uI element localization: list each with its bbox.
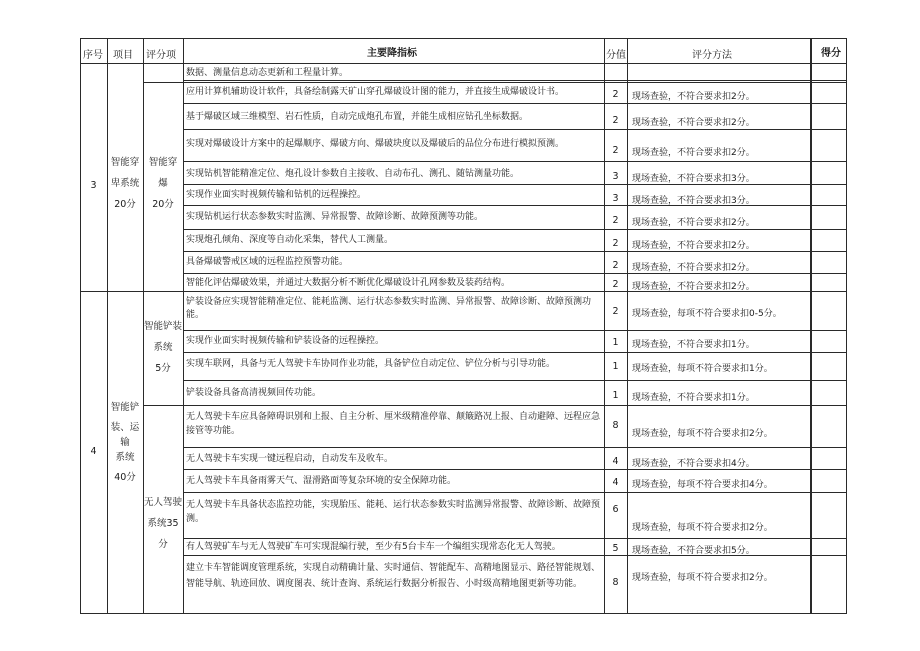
indicator-text: 无人驾驶卡车应具备障碍识别和上报、自主分析、厘米级精准停靠、颠簸路况上报、自动避障、远程应急接管等功能。: [186, 412, 601, 436]
section4-subitem-line: 系统35分: [147, 518, 179, 550]
rule: [183, 103, 846, 104]
score-value: 2: [612, 215, 619, 226]
header-item: 项目: [113, 50, 133, 61]
col-rule: [810, 38, 812, 614]
indicator-text: 应用计算机辅助设计软件，具备绘制露天矿山穿孔爆破设计图的能力，并直接生成爆破设计书。: [186, 87, 565, 97]
header-method: 评分方法: [692, 50, 732, 61]
method-text: 现场查验，不符合要求扣2分。: [632, 218, 755, 228]
indicator-text: 基于爆破区域三维模型、岩石性质，自动完成炮孔布置，并能生成相应钻孔坐标数据。: [186, 112, 529, 122]
section4-item: [107, 398, 143, 488]
rule: [183, 184, 846, 185]
col-rule: [107, 38, 108, 614]
rule-bottom: [80, 613, 846, 614]
score-value: 8: [612, 577, 619, 588]
section4-subitem-line: 5分: [155, 363, 171, 374]
section4-subitem-line: 系统: [153, 342, 173, 353]
rule: [183, 273, 846, 274]
method-text: 现场查验，不符合要求扣3分。: [632, 174, 755, 184]
header-seq: 序号: [83, 50, 103, 61]
section4-subitem-line: 智能铲装: [143, 321, 182, 332]
header-indicator: 主要降指标: [367, 48, 417, 59]
indicator-text: 具备爆破警戒区域的远程监控预警功能。: [186, 257, 349, 267]
indicator-text: 实现对爆破设计方案中的起爆顺序、爆破方向、爆破块度以及爆破后的品位分布进行模拟预测。: [186, 139, 565, 149]
score-value: 2: [612, 145, 619, 156]
indicator-text: 实现作业面实时视频传输和钻机的远程操控。: [186, 190, 367, 200]
indicator-text: 建立卡车智能调度管理系统，实现自动精确计量、实时通信、智能配车、高精地图显示、路径智能规划、智能导航、轨迹回放、调度图表、统计查询、系统运行数据分析报告、小时级高精地图更新等功能。: [186, 563, 601, 589]
rule: [183, 469, 846, 470]
indicator-text: 有人驾驶矿车与无人驾驶矿车可实现混编行驶，至少有5台卡车一个编组实现常态化无人驾驶。: [186, 542, 561, 552]
indicator-text: 实现作业面实时视频传输和铲装设备的远程操控。: [186, 336, 385, 346]
rule: [183, 251, 846, 252]
method-text: 现场查验，不符合要求扣5分。: [632, 546, 755, 556]
header-eval-item: 评分项: [146, 50, 176, 61]
indicator-text: 铲装设备具备高清视频回传功能。: [186, 388, 322, 398]
section4-subitem-driverless: [143, 492, 183, 555]
indicator-text: 实现钻机运行状态参数实时监测、异常报警、故障诊断、故障预测等功能。: [186, 212, 484, 222]
method-text: 现场查验，不符合要求扣4分。: [632, 459, 755, 469]
indicator-text: 实现炮孔倾角、深度等自动化采集，替代人工测量。: [186, 235, 394, 245]
section3-item-line: 20分: [114, 199, 136, 210]
section3-subitem: [143, 152, 183, 215]
indicator-text: 智能化评估爆破效果，并通过大数据分析不断优化爆破设计孔网参数及装药结构。: [186, 278, 511, 288]
rule-subsection-break: [143, 405, 846, 406]
section3-subitem-line: 智能穿: [148, 157, 178, 168]
section3-item-line: 智能穿: [110, 157, 140, 168]
indicator-text: 无人驾驶卡车具备雨雾天气、湿滑路面等复杂环境的安全保障功能。: [186, 476, 457, 486]
score-value: 4: [612, 477, 619, 488]
indicator-text: 无人驾驶卡车实现一键远程启动，自动发车及收车。: [186, 454, 394, 464]
method-text: 现场查验，每项不符合要求扣1分。: [632, 364, 773, 374]
rule: [183, 129, 846, 130]
score-value: 2: [612, 238, 619, 249]
rule: [183, 538, 846, 539]
score-value: 1: [612, 390, 619, 401]
rule: [183, 229, 846, 230]
method-text: 现场查验，不符合要求扣2分。: [632, 148, 755, 158]
score-value: 2: [612, 306, 619, 317]
method-text: 现场查验，不符合要求扣1分。: [632, 340, 755, 350]
section3-item: [107, 152, 143, 215]
section4-item-line: 输: [120, 437, 130, 448]
rule: [183, 380, 846, 381]
method-text: 现场查验，每项不符合要求扣2分。: [632, 573, 773, 583]
score-value: 2: [612, 115, 619, 126]
section4-subitem-line: 无人驾驶: [143, 497, 182, 508]
method-text: 现场查验，不符合要求扣2分。: [632, 118, 755, 128]
method-text: 现场查验，每项不符合要求扣2分。: [632, 429, 773, 439]
method-text: 现场查验，每项不符合要求扣4分。: [632, 480, 773, 490]
score-value: 3: [612, 171, 619, 182]
score-value: 8: [612, 420, 619, 431]
col-rule-left: [80, 38, 81, 614]
score-value: 4: [612, 456, 619, 467]
col-rule-right: [846, 38, 847, 614]
header-result: 得分: [821, 48, 841, 59]
section3-seq: 3: [90, 180, 97, 191]
method-text: 现场查验，不符合要求扣2分。: [632, 282, 755, 292]
method-text: 现场查验，每项不符合要求扣2分。: [632, 523, 773, 533]
rule: [183, 352, 846, 353]
rule-top: [80, 38, 846, 39]
method-text: 现场查验，每项不符合要求扣0-5分。: [632, 309, 782, 319]
header-score: 分值: [606, 50, 626, 61]
col-rule: [627, 38, 628, 614]
score-value: 1: [612, 361, 619, 372]
score-value: 1: [612, 337, 619, 348]
score-value: 2: [612, 89, 619, 100]
section3-subitem-line: 20分: [152, 199, 174, 210]
rule: [183, 161, 846, 162]
score-value: 2: [612, 279, 619, 290]
score-value: 3: [612, 193, 619, 204]
section4-item-line: 系统: [115, 452, 135, 463]
indicator-text: 实现钻机智能精准定位、炮孔设计参数自主接收、自动布孔、测孔、随钻测量功能。: [186, 169, 520, 179]
score-value: 6: [612, 504, 619, 515]
rule: [183, 492, 846, 493]
section4-item-line: 装、运: [110, 422, 140, 433]
method-text: 现场查验，不符合要求扣2分。: [632, 263, 755, 273]
method-text: 现场查验，不符合要求扣3分。: [632, 196, 755, 206]
section3-subitem-line: 爆: [158, 178, 168, 189]
continuation-text: 数据、测量信息动态更新和工程量计算。: [186, 68, 349, 78]
indicator-text: 无人驾驶卡车具备状态监控功能，实现胎压、能耗、运行状态参数实时监测异常报警、故障诊断、故障预测。: [186, 500, 601, 524]
section3-item-line: 卑系统: [110, 178, 140, 189]
section4-item-line: 智能铲: [110, 402, 140, 413]
indicator-text: 实现车联网，具备与无人驾驶卡车协同作业功能，具备铲位自动定位、铲位分析与引导功能。: [186, 359, 556, 369]
rule: [183, 80, 846, 81]
method-text: 现场查验，不符合要求扣2分。: [632, 92, 755, 102]
method-text: 现场查验，不符合要求扣2分。: [632, 241, 755, 251]
rule: [183, 447, 846, 448]
section4-seq: 4: [90, 446, 97, 457]
rule: [143, 82, 846, 83]
rule-header-bottom: [80, 63, 846, 64]
score-value: 2: [612, 260, 619, 271]
rule: [183, 330, 846, 331]
indicator-text: 铲装设备应实现智能精准定位、能耗监测、运行状态参数实时监测、异常报警、故障诊断、故障预测功能。: [186, 297, 592, 320]
method-text: 现场查验，不符合要求扣1分。: [632, 393, 755, 403]
score-value: 5: [612, 543, 619, 554]
section4-item-line: 40分: [114, 472, 136, 483]
col-rule: [183, 38, 184, 614]
section4-subitem-loading: [143, 316, 183, 379]
